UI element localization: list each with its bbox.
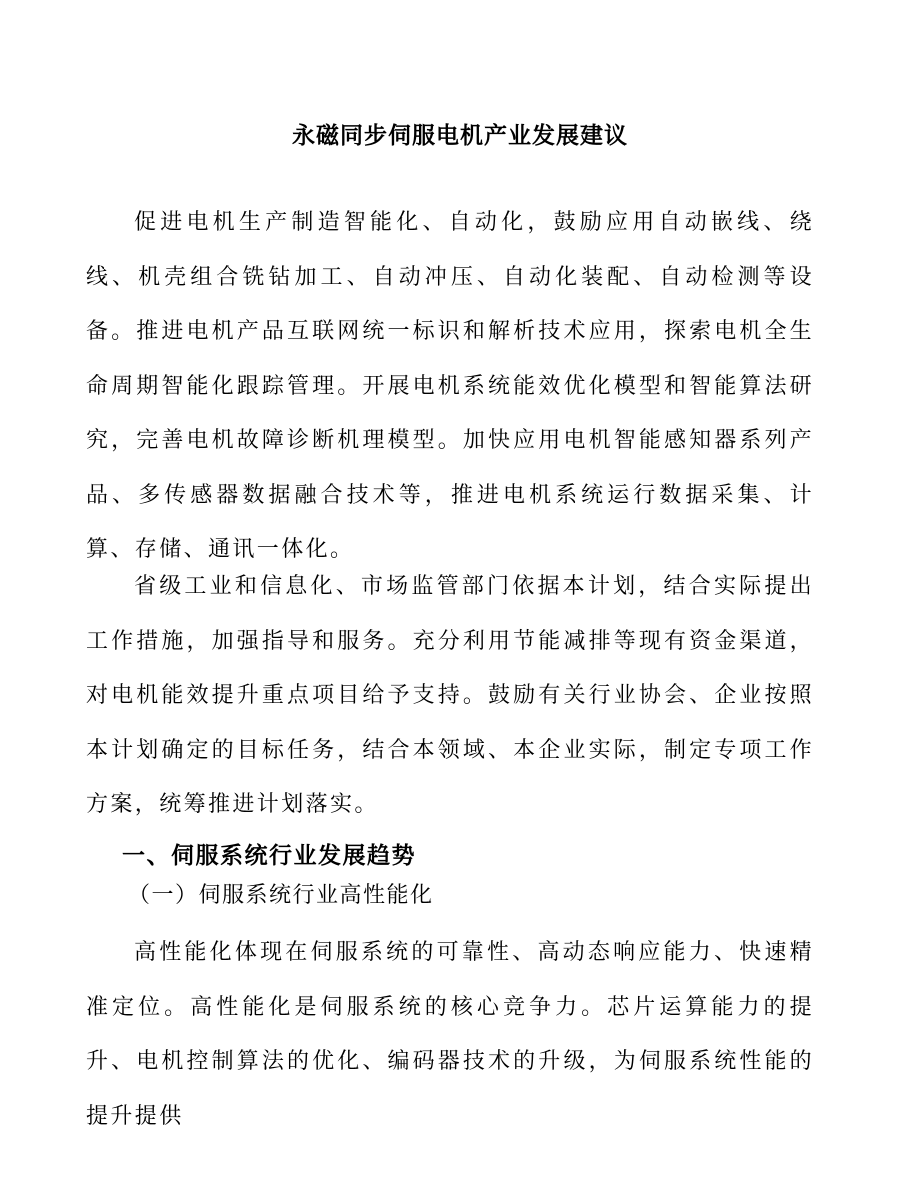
section-paragraph: 高性能化体现在伺服系统的可靠性、高动态响应能力、快速精准定位。高性能化是伺服系统的核心竞争力。芯片运算能力的提升、电机控制算法的优化、编码器技术的升级，为伺服系统性能的提升提供 bbox=[86, 940, 814, 1129]
document-title: 永磁同步伺服电机产业发展建议 bbox=[292, 122, 628, 149]
subsection-heading: （一）伺服系统行业高性能化 bbox=[128, 883, 434, 908]
body-paragraph-2: 省级工业和信息化、市场监管部门依据本计划，结合实际提出工作措施，加强指导和服务。充分利用节能减排等现有资金渠道，对电机能效提升重点项目给予支持。鼓励有关行业协会、企业按照本计划确定的目标任务，结合本领域、本企业实际，制定专项工作方案，统筹推进计划落实。 bbox=[86, 574, 814, 817]
body-paragraph-1: 促进电机生产制造智能化、自动化，鼓励应用自动嵌线、绕线、机壳组合铣钻加工、自动冲压、自动化装配、自动检测等设备。推进电机产品互联网统一标识和解析技术应用，探索电机全生命周期智能化跟踪管理。开展电机系统能效优化模型和智能算法研究，完善电机故障诊断机理模型。加快应用电机智能感知器系列产品、多传感器数据融合技术等，推进电机系统运行数据采集、计算、存储、通讯一体化。 bbox=[86, 210, 814, 562]
section-heading: 一、伺服系统行业发展趋势 bbox=[122, 842, 416, 869]
